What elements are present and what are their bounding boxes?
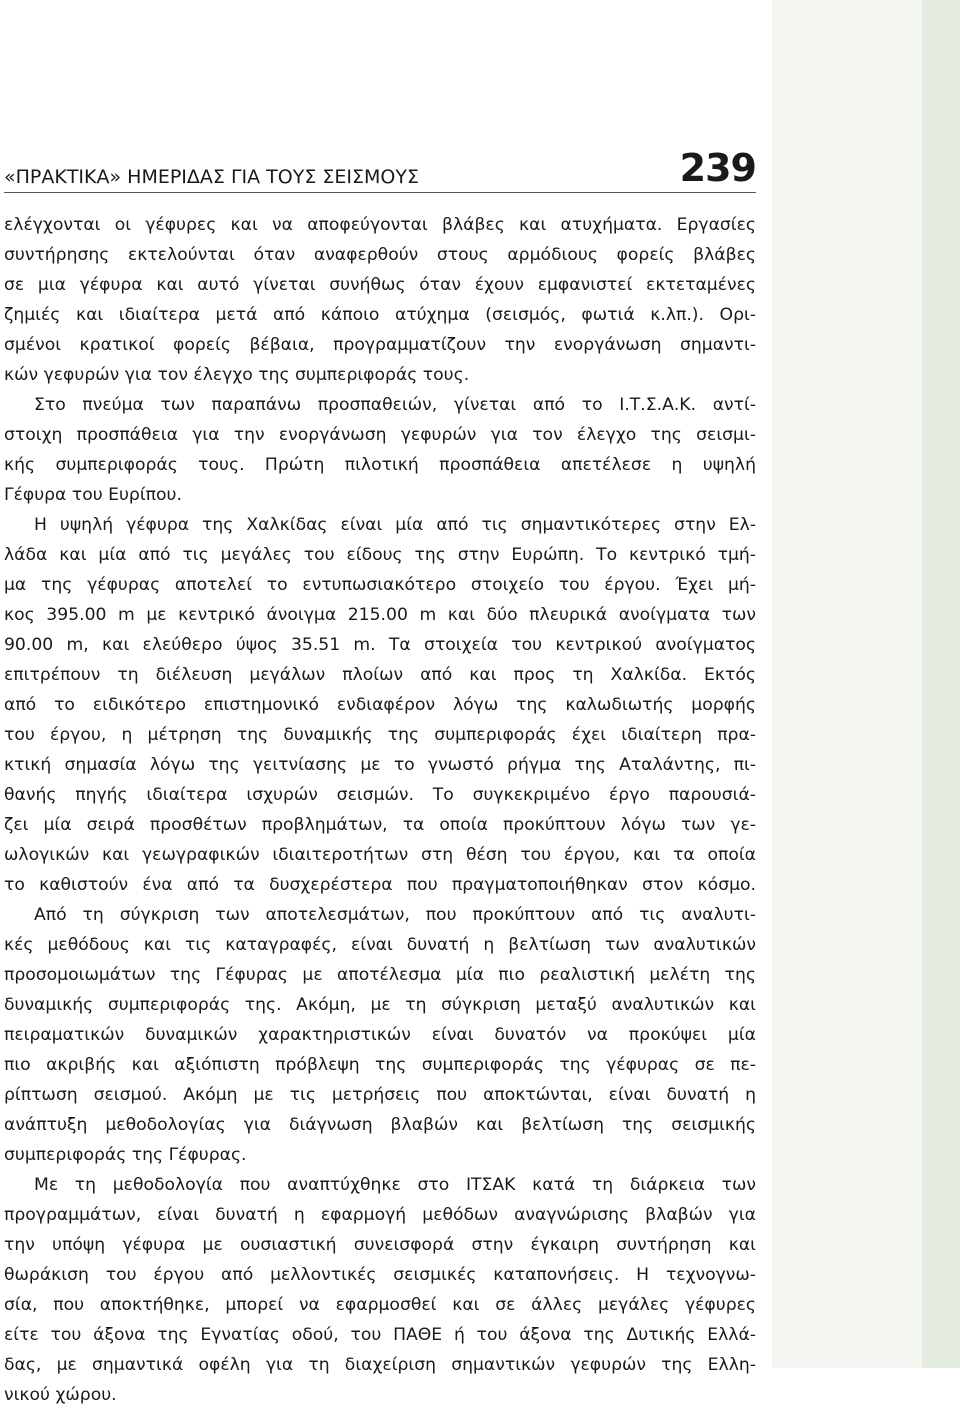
text-line: ωλογικών και γεωγραφικών ιδιαιτεροτήτων στη θέση του έργου, και τα οποία — [4, 845, 756, 865]
text-line: συμπεριφοράς της Γέφυρας. — [4, 1145, 247, 1165]
paragraph-first-line: Από τη σύγκριση των αποτελεσμάτων, που προκύπτουν από τις αναλυτι- — [34, 905, 756, 925]
text-line: θωράκιση του έργου από μελλοντικές σεισμικές καταπονήσεις. Η τεχνογνω- — [4, 1265, 756, 1285]
body-text — [4, 210, 756, 1410]
text-line: θανής πηγής ιδιαίτερα ισχυρών σεισμών. Το συγκεκριμένο έργο παρουσιά- — [4, 785, 756, 805]
text-line: επιτρέπουν τη διέλευση μεγάλων πλοίων από και προς τη Χαλκίδα. Εκτός — [4, 665, 756, 685]
text-line: ανάπτυξη μεθοδολογίας για διάγνωση βλαβών και βελτίωση της σεισμικής — [4, 1115, 756, 1135]
text-line: είτε του άξονα της Εγνατίας οδού, του ΠΑΘΕ ή του άξονα της Δυτικής Ελλά- — [4, 1325, 756, 1345]
page-number: 239 — [679, 146, 756, 190]
text-line: κές μεθόδους και τις καταγραφές, είναι δυνατή η βελτίωση των αναλυτικών — [4, 935, 756, 955]
text-line: κτική σημασία λόγω της γειτνίασης με το γνωστό ρήγμα της Αταλάντης, πι- — [4, 755, 756, 775]
text-line: κών γεφυρών για τον έλεγχο της συμπεριφοράς τους. — [4, 365, 470, 385]
text-line: προσομοιωμάτων της Γέφυρας με αποτέλεσμα μία πιο ρεαλιστική μελέτη της — [4, 965, 756, 985]
text-line: το καθιστούν ένα από τα δυσχερέστερα που πραγματοποιήθηκαν στον κόσμο. — [4, 875, 756, 895]
text-line: την υπόψη γέφυρα με ουσιαστική συνεισφορά στην έγκαιρη συντήρηση και — [4, 1235, 756, 1255]
text-line: πειραματικών δυναμικών χαρακτηριστικών είναι δυνατόν να προκύψει μία — [4, 1025, 756, 1045]
paragraph-first-line: Η υψηλή γέφυρα της Χαλκίδας είναι μία από τις σημαντικότερες στην Ελ- — [34, 515, 756, 535]
text-line: δυναμικής συμπεριφοράς της. Ακόμη, με τη σύγκριση μεταξύ αναλυτικών και — [4, 995, 756, 1015]
running-header — [4, 140, 756, 193]
text-line: κής συμπεριφοράς τους. Πρώτη πιλοτική προσπάθεια απετέλεσε η υψηλή — [4, 455, 756, 475]
text-line: σμένοι κρατικοί φορείς βέβαια, προγραμματίζουν την ενοργάνωση σημαντι- — [4, 335, 756, 355]
text-line: Γέφυρα του Ευρίπου. — [4, 485, 182, 505]
text-line: σία, που αποκτήθηκε, μπορεί να εφαρμοσθεί και σε άλλες μεγάλες γέφυρες — [4, 1295, 756, 1315]
text-line: ζημιές και ιδιαίτερα μετά από κάποιο ατύχημα (σεισμός, φωτιά κ.λπ.). Ορι- — [4, 305, 756, 325]
text-line: στοιχη προσπάθεια για την ενοργάνωση γεφυρών για τον έλεγχο της σεισμι- — [4, 425, 756, 445]
text-line: μα της γέφυρας αποτελεί το εντυπωσιακότερο στοιχείο του έργου. Έχει μή- — [4, 575, 756, 595]
text-line: νικού χώρου. — [4, 1385, 117, 1405]
text-line: συντήρησης εκτελούνται όταν αναφερθούν στους αρμόδιους φορείς βλάβες — [4, 245, 756, 265]
text-line: ελέγχονται οι γέφυρες και να αποφεύγονται βλάβες και ατυχήματα. Εργασίες — [4, 215, 756, 235]
paragraph-first-line: Με τη μεθοδολογία που αναπτύχθηκε στο ΙΤΣΑΚ κατά τη διάρκεια των — [34, 1175, 756, 1195]
running-header-title: «ΠΡΑΚΤΙΚΑ» ΗΜΕΡΙΔΑΣ ΓΙΑ ΤΟΥΣ ΣΕΙΣΜΟΥΣ — [4, 166, 419, 188]
text-line: πιο ακριβής και αξιόπιστη πρόβλεψη της συμπεριφοράς της γέφυρας σε πε- — [4, 1055, 756, 1075]
text-line: από το ειδικότερο επιστημονικό ενδιαφέρον λόγω της καλωδιωτής μορφής — [4, 695, 756, 715]
text-line: ζει μία σειρά προσθέτων προβλημάτων, τα οποία προκύπτουν λόγω των γε- — [4, 815, 756, 835]
text-line: 90.00 m, και ελεύθερο ύψος 35.51 m. Τα στοιχεία του κεντρικού ανοίγματος — [4, 635, 756, 655]
text-line: λάδα και μία από τις μεγάλες του είδους της στην Ευρώπη. Το κεντρικό τμή- — [4, 545, 756, 565]
text-line: σε μια γέφυρα και αυτό γίνεται συνήθως όταν έχουν εμφανιστεί εκτεταμένες — [4, 275, 756, 295]
text-line: προγραμμάτων, είναι δυνατή η εφαρμογή μεθόδων αναγνώρισης βλαβών για — [4, 1205, 756, 1225]
text-line: του έργου, η μέτρηση της δυναμικής της συμπεριφοράς έχει ιδιαίτερη πρα- — [4, 725, 756, 745]
text-line: δας, με σημαντικά οφέλη για τη διαχείριση σημαντικών γεφυρών της Ελλη- — [4, 1355, 756, 1375]
text-line: ρίπτωση σεισμού. Ακόμη με τις μετρήσεις που αποκτώνται, είναι δυνατή η — [4, 1085, 756, 1105]
paragraph-first-line: Στο πνεύμα των παραπάνω προσπαθειών, γίνεται από το Ι.Τ.Σ.Α.Κ. αντί- — [34, 395, 756, 415]
text-line: κος 395.00 m με κεντρικό άνοιγμα 215.00 m και δύο πλευρικά ανοίγματα των — [4, 605, 756, 625]
